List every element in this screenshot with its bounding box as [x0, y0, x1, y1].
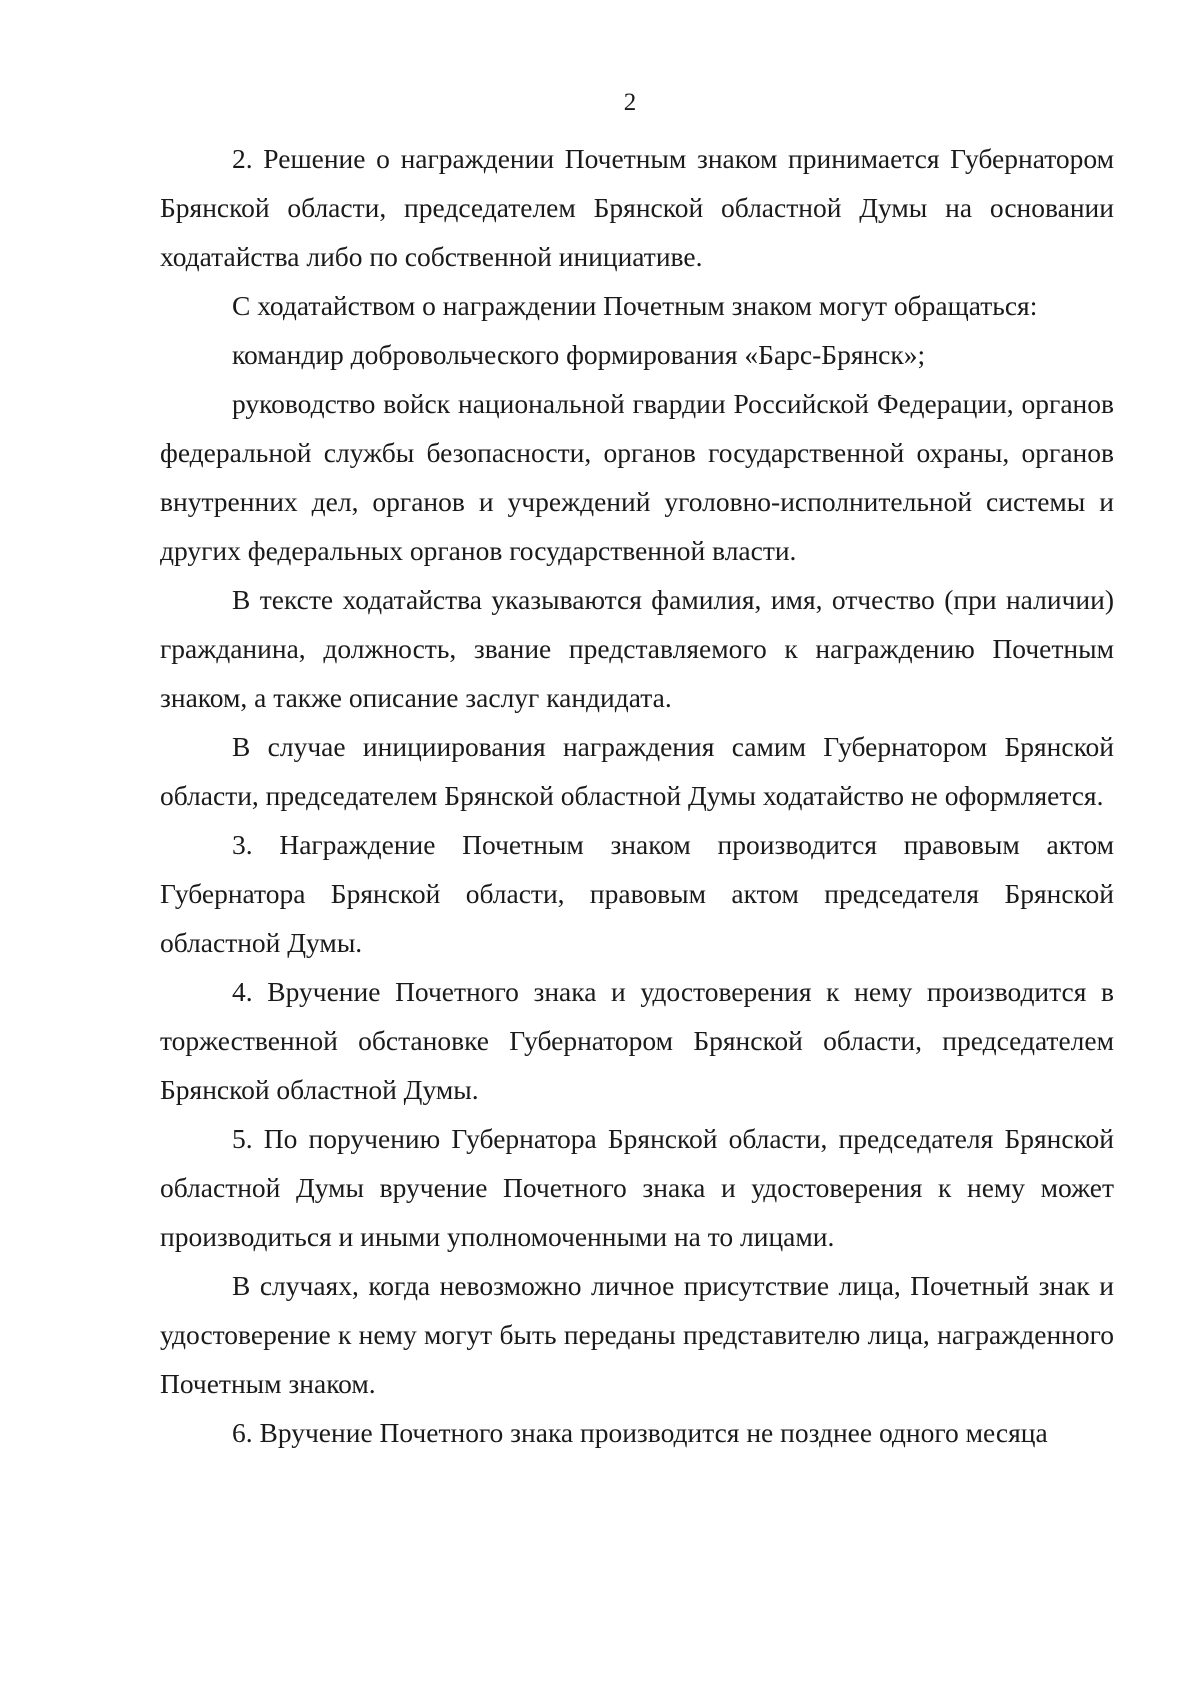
- paragraph-initiative-no-petition: В случае инициирования награждения самим Губернатором Брянской области, председателем Брянской областной Думы ходатайство не оформляется.: [160, 731, 1114, 811]
- page-number: 2: [623, 89, 637, 116]
- paragraph-petition-content: В тексте ходатайства указываются фамилия, имя, отчество (при наличии) гражданина, должность, звание представляемого к награждению Почетным знаком, а также описание заслуг кандидата.: [160, 584, 1114, 713]
- document-body: [160, 134, 1114, 1457]
- paragraph-commander: командир добровольческого формирования «Барс-Брянск»;: [232, 339, 926, 370]
- paragraph-agency-leadership: руководство войск национальной гвардии Российской Федерации, органов федеральной службы безопасности, органов государственной охраны, органов внутренних дел, органов и учреждений уголовно-исполнительной системы и других федеральных органов государственной власти.: [160, 388, 1114, 566]
- paragraph-representative-transfer: В случаях, когда невозможно личное присутствие лица, Почетный знак и удостоверение к нему могут быть переданы представителю лица, награжденного Почетным знаком.: [160, 1270, 1114, 1399]
- paragraph-presentation-deadline: 6. Вручение Почетного знака производится не позднее одного месяца: [232, 1417, 1048, 1448]
- paragraph-award-act: 3. Награждение Почетным знаком производится правовым актом Губернатора Брянской области, правовым актом председателя Брянской областной Думы.: [160, 829, 1114, 958]
- paragraph-presentation: 4. Вручение Почетного знака и удостоверения к нему производится в торжественной обстановке Губернатором Брянской области, председателем Брянской областной Думы.: [160, 976, 1114, 1105]
- paragraph-delegated-presentation: 5. По поручению Губернатора Брянской области, председателя Брянской областной Думы вручение Почетного знака и удостоверения к нему может производиться и иными уполномоченными на то лицами.: [160, 1123, 1114, 1252]
- paragraph-petition-applicants: С ходатайством о награждении Почетным знаком могут обращаться:: [232, 290, 1038, 321]
- paragraph-decision-authority: 2. Решение о награждении Почетным знаком принимается Губернатором Брянской области, председателем Брянской областной Думы на основании ходатайства либо по собственной инициативе.: [160, 143, 1114, 272]
